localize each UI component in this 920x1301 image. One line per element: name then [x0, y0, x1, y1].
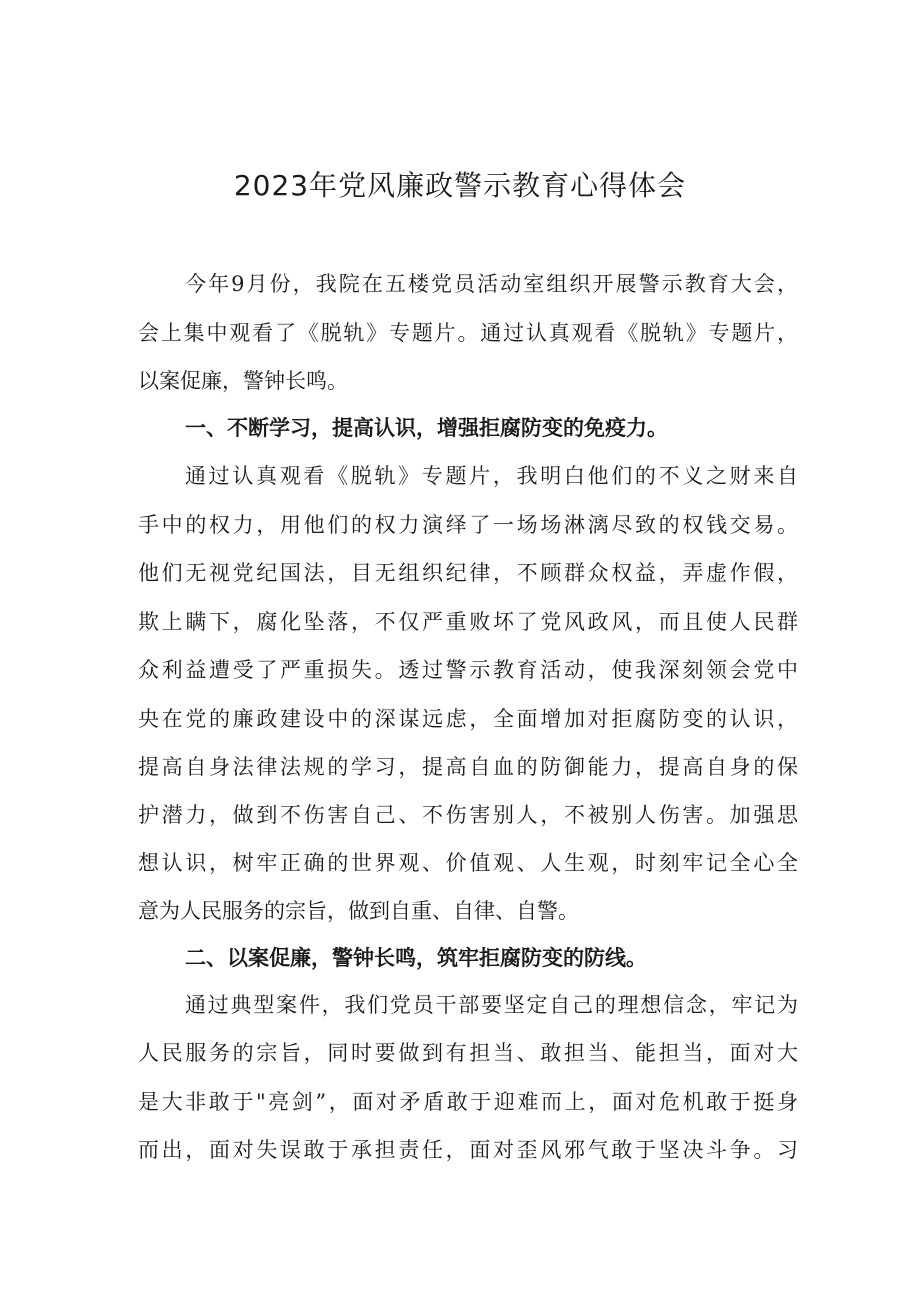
intro-line-3: 以案促廉，警钟长鸣。: [138, 369, 348, 393]
document-title: 2023年党风廉政警示教育心得体会: [233, 169, 687, 202]
section-1-line: 众利益遭受了严重损失。透过警示教育活动，使我深刻领会党中: [138, 658, 798, 682]
intro-line-2: 会上集中观看了《脱轨》专题片。通过认真观看《脱轨》专题片，: [138, 321, 798, 345]
section-2-heading: 二、以案促廉，警钟长鸣，筑牢拒腐防变的防线。: [185, 946, 647, 970]
section-1-line: 护潜力，做到不伤害自己、不伤害别人，不被别人伤害。加强思: [138, 803, 798, 827]
intro-line-1: 今年9月份，我院在五楼党员活动室组织开展警示教育大会，: [185, 272, 798, 296]
section-1-line: 央在党的廉政建设中的深谋远虑，全面增加对拒腐防变的认识，: [138, 707, 798, 731]
section-1-line: 通过认真观看《脱轨》专题片，我明白他们的不义之财来自: [185, 464, 798, 488]
section-1-line: 他们无视党纪国法，目无组织纪律，不顾群众权益，弄虚作假，: [138, 561, 798, 585]
section-1-line: 提高自身法律法规的学习，提高自血的防御能力，提高自身的保: [138, 755, 798, 779]
section-1-line: 意为人民服务的宗旨，做到自重、自律、自警。: [138, 899, 579, 923]
section-1-line: 欺上瞒下，腐化坠落，不仅严重败坏了党风政风，而且使人民群: [138, 610, 798, 634]
section-2-line: 而出，面对失误敢于承担责任，面对歪风邪气敢于坚决斗争。习: [138, 1138, 798, 1162]
section-2-line: 通过典型案件，我们党员干部要坚定自己的理想信念，牢记为: [185, 993, 798, 1017]
section-1-line: 手中的权力，用他们的权力演绎了一场场淋漓尽致的权钱交易。: [138, 513, 798, 537]
section-2-line: 是大非敢于"亮剑”，面对矛盾敢于迎难而上，面对危机敢于挺身: [138, 1090, 798, 1114]
section-1-line: 想认识，树牢正确的世界观、价值观、人生观，时刻牢记全心全: [138, 851, 798, 875]
section-1-heading: 一、不断学习，提高认识，增强拒腐防变的免疫力。: [185, 416, 668, 440]
section-2-line: 人民服务的宗旨，同时要做到有担当、敢担当、能担当，面对大: [138, 1041, 798, 1065]
